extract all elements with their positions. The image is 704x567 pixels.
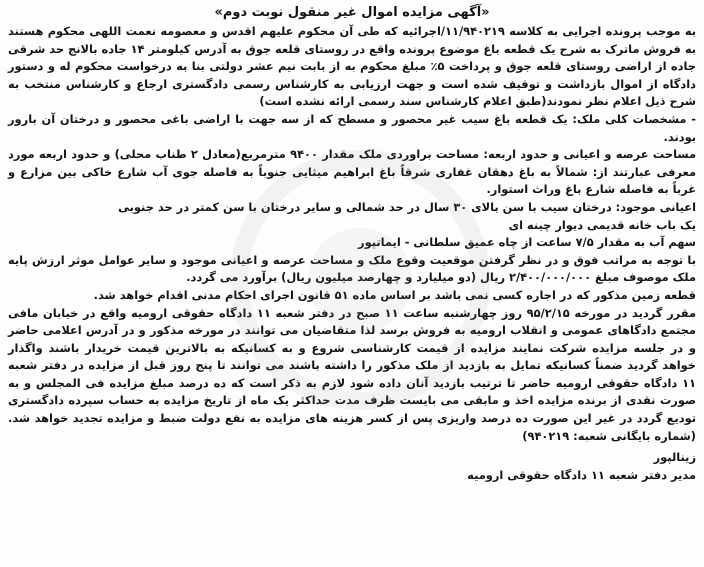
notice-title: «آگهی مزایده اموال غیر منقول نوبت دوم»	[214, 5, 490, 20]
signer-title: مدیر دفتر شعبه ۱۱ دادگاه حقوقی ارومیه	[467, 467, 696, 482]
signer-name: زینالپور	[653, 450, 696, 465]
area-boundaries-paragraph: مساحت عرصه و اعیانی و حدود اربعه: مساحت براوردی ملک مقدار ۹۴۰۰ مترمربع(معادل ۲ طناب محلی) و حدود اربعه مورد معرفی عبارتند از: شمالاً به باغ دهقان غفاری شرقاً باغ ابراهیم میثایی جنوباً به فاصله جوی آب شارع خاکی بین مزارع و غرباً به فاصله شارع باغ وراث استوار.	[8, 147, 696, 197]
old-house-line: یک باب خانه قدیمی دیوار چینه ای	[508, 217, 696, 232]
valuation-paragraph: با توجه به مراتب فوق و در نظر گرفتن موقعیت وقوع ملک و مساحت عرصه و اعیانی موجود و سایر عوامل موثر ارزش پایه ملک موصوف مبلغ ۲/۴۰۰/۰۰۰/۰۰۰ ریال (دو میلیارد و چهارصد میلیون ریال) برآورد می گردد.	[8, 252, 696, 285]
signature-block	[8, 449, 696, 484]
auction-terms-paragraph: مقرر گردید در مورخه ۹۵/۲/۱۵ روز چهارشنبه ساعت ۱۱ صبح در دفتر شعبه ۱۱ دادگاه حقوقی ارومیه واقع در خیابان مافی مجتمع دادگاهای عمومی و انقلاب ارومیه به فروش برسد لذا متقاضیان می توانند در مورخه مذکور و در آدرس اعلامی حاضر و در جلسه مزایده شرکت نمایند مزایده از قیمت کارشناسی شروع و به کسانیکه به بالاترین قیمت خریدار باشند واگذار خواهد گردید ضمناً کسانیکه تمایل به بازدید از ملک مذکور را داشته باشند می توانند تا پنج روز قبل از مزایده در دفتر شعبه ۱۱ دادگاه حقوقی ارومیه حاضر تا ترتیب بازدید آنان داده شود لازم به ذکر است که ده درصد مبلغ مزایده فی المجلس و به صورت نقدی از برنده مزایده اخذ و مابقی می بایست ظرف مدت حداکثر یک ماه از تاریخ مزایده به حساب سپرده دادگستری تودیع گردد در غیر این صورت ده درصد واریزی پس از کسر هزینه های مزایده به نفع دولت ضبط و مزایده تجدید خواهد شد.(شماره بایگانی شعبه: ۹۴۰۲۱۹)	[8, 305, 696, 443]
rental-note-line: قطعه زمین مذکور که در اجاره کسی نمی باشد بر اساس ماده ۵۱ قانون اجرای احکام مدنی اقدام خواهد شد.	[93, 287, 696, 302]
water-share-line: سهم آب به مقدار ۷/۵ ساعت از چاه عمیق سلطانی - ایماتپور	[358, 235, 696, 250]
intro-paragraph: به موجب پرونده اجرایی به کلاسه ۱۱/۹۴۰۲۱۹/اجرائیه که طی آن محکوم علیهم اقدس و معصومه نعمت اللهی محکوم هستند به فروش ماترک به شرح یک قطعه باغ موضوع پرونده واقع در روستای قلعه جوق به آدرس کیلومتر ۱۴ جاده بالانج حد شرقی جاده از اراضی روستای قلعه جوق و پرداخت ۵٪ مبلغ محکوم به از بابت نیم عشر دولتی بنا به درخواست محکوم له و دستور دادگاه از اموال بازداشت و توقیف شده است و جهت ارزیابی به کارشناس رسمی دادگستری ارجاع و کارشناس منتخب به شرح ذیل اعلام نظر نمودند(طبق اعلام کارشناس سند رسمی ارائه نشده است)	[8, 24, 697, 109]
existing-buildings-line: اعیانی موجود: درختان سیب با سن بالای ۳۰ سال در حد شمالی و سایر درختان با سن کمتر در حد جنوبی	[118, 199, 696, 214]
general-specs-paragraph: - مشخصات کلی ملک: یک قطعه باغ سیب غیر محصور و مسطح که از سه جهت با اراضی باغی محصور و درختان آن بارور بودند.	[8, 111, 696, 144]
